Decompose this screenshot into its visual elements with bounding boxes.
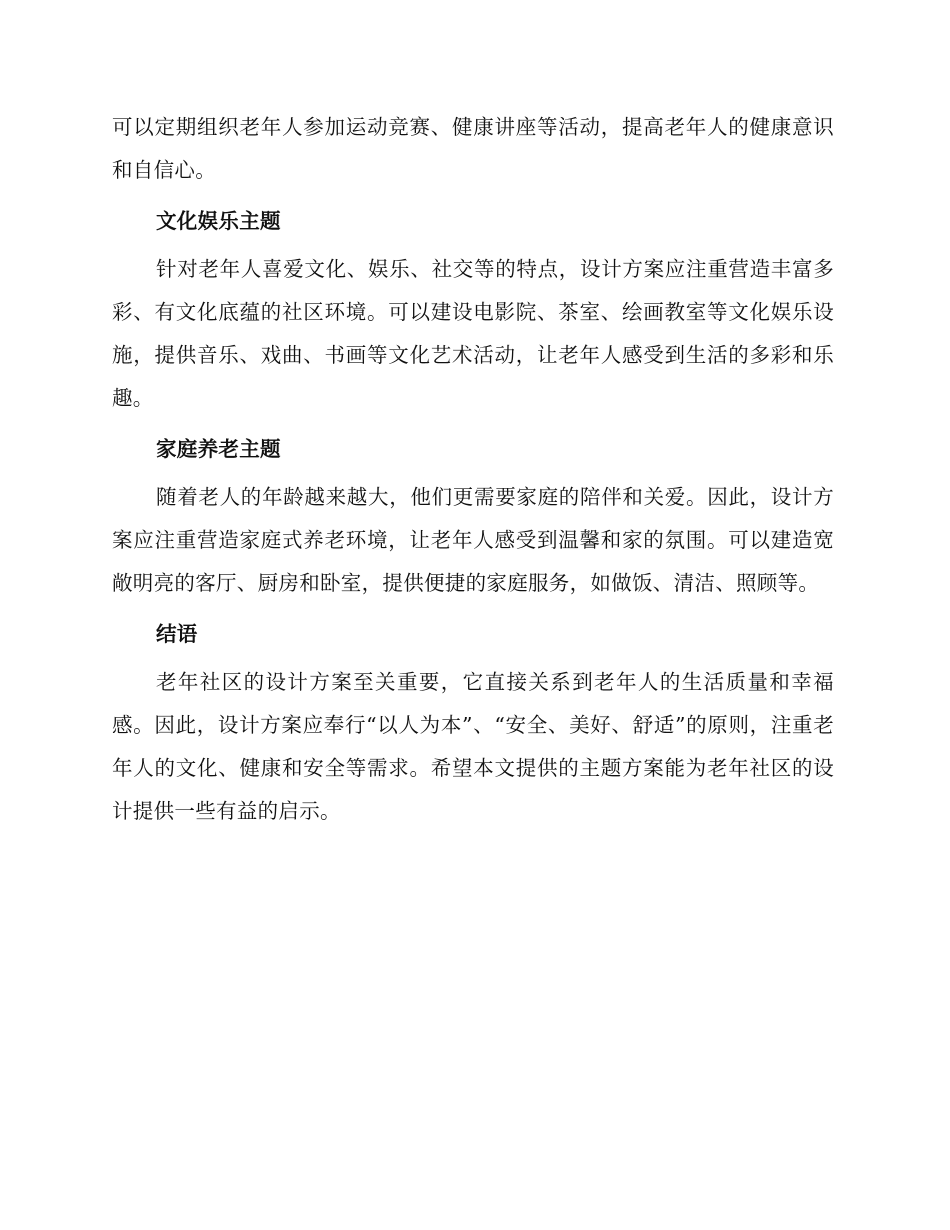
section-heading-conclusion: 结语 xyxy=(156,622,198,646)
section-body-conclusion: 老年社区的设计方案至关重要，它直接关系到老年人的生活质量和幸福感。因此，设计方案应奉行“以人为本”、“安全、美好、舒适”的原则，注重老年人的文化、健康和安全等需求。希望本文提供的主题方案能为老年社区的设计提供一些有益的启示。 xyxy=(112,670,834,823)
document-page xyxy=(112,106,834,833)
section-heading-family: 家庭养老主题 xyxy=(156,437,281,461)
section-body-family: 随着老人的年龄越来越大，他们更需要家庭的陪伴和关爱。因此，设计方案应注重营造家庭式养老环境，让老年人感受到温馨和家的氛围。可以建造宽敞明亮的客厅、厨房和卧室，提供便捷的家庭服务，如做饭、清洁、照顾等。 xyxy=(112,485,834,595)
section-heading-culture: 文化娱乐主题 xyxy=(156,209,281,233)
section-body-culture: 针对老年人喜爱文化、娱乐、社交等的特点，设计方案应注重营造丰富多彩、有文化底蕴的社区环境。可以建设电影院、茶室、绘画教室等文化娱乐设施，提供音乐、戏曲、书画等文化艺术活动，让老年人感受到生活的多彩和乐趣。 xyxy=(112,257,834,410)
intro-paragraph: 可以定期组织老年人参加运动竞赛、健康讲座等活动，提高老年人的健康意识和自信心。 xyxy=(112,115,834,182)
